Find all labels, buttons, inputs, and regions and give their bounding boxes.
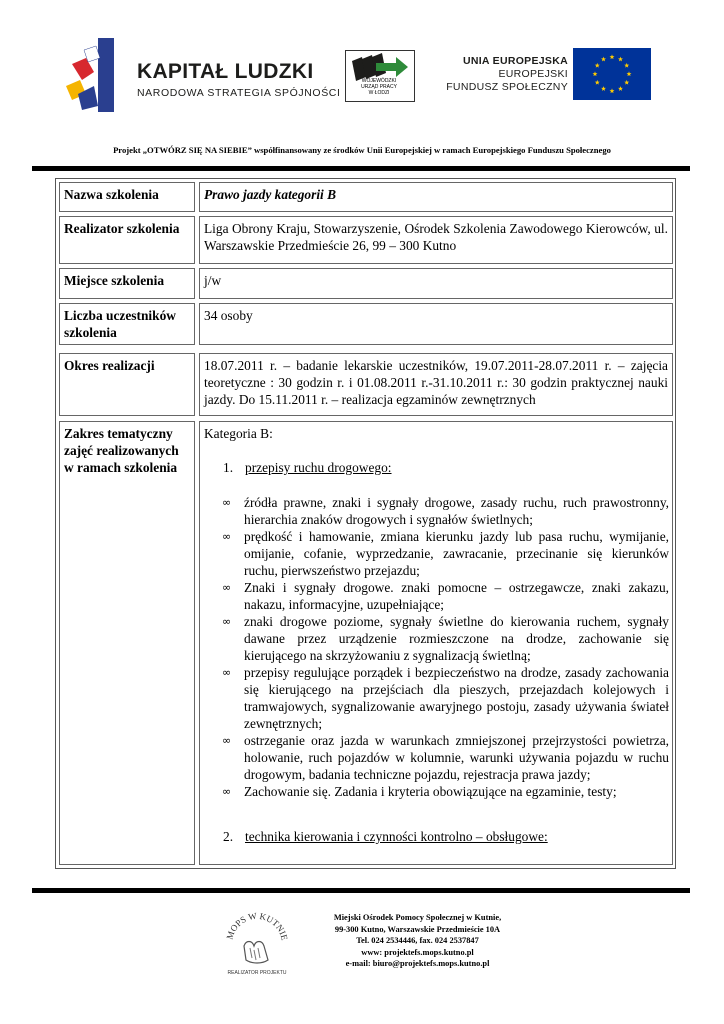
list-item bbox=[222, 494, 669, 528]
infinity-bullet-icon: ∞ bbox=[222, 785, 232, 798]
row-value: 34 osoby bbox=[199, 303, 673, 345]
eu-fund-line2: FUNDUSZ SPOŁECZNY bbox=[446, 81, 568, 93]
infinity-bullet-icon: ∞ bbox=[222, 530, 232, 543]
numbered-item bbox=[223, 459, 392, 476]
list-item bbox=[222, 664, 669, 732]
eu-name: UNIA EUROPEJSKA bbox=[462, 55, 568, 67]
infinity-bullet-icon: ∞ bbox=[222, 666, 232, 679]
row-label: Realizator szkolenia bbox=[59, 216, 195, 264]
list-item bbox=[222, 613, 669, 664]
header-divider bbox=[32, 166, 690, 171]
bullet-text: ostrzeganie oraz jazda w warunkach zmniejszonej przejrzystości powietrza, holowanie, ruch pojazdów w kolumnie, warunki używania pojazdu w ruchu drogowym, badania techniczne pojazdu, rejestracja prawa jazdy; bbox=[244, 733, 669, 782]
footer-contact bbox=[300, 912, 535, 970]
bullet-text: przepisy regulujące porządek i bezpieczeństwo na drodze, zasady zachowania się kierującego na przejściach dla pieszych, przejazdach kolejowych i tramwajowych, sygnalizowanie awaryjnego postoju, zasady używania świateł zewnętrznych; bbox=[244, 665, 669, 731]
footer-line: 99-300 Kutno, Warszawskie Przedmieście 10A bbox=[334, 924, 501, 934]
item-number: 1. bbox=[223, 460, 234, 475]
category-intro: Kategoria B: bbox=[204, 426, 273, 441]
footer-line: Tel. 024 2534446, fax. 024 2537847 bbox=[356, 936, 479, 946]
row-value: Prawo jazdy kategorii B bbox=[199, 182, 673, 212]
list-item bbox=[222, 579, 669, 613]
project-line: Projekt „OTWÓRZ SIĘ NA SIEBIE” współfinansowany ze środków Unii Europejskiej w ramach Europejskiego Funduszu Społecznego bbox=[113, 145, 611, 155]
footer-divider bbox=[32, 888, 690, 893]
mops-logo-text: MOPS W KUTNIE bbox=[224, 910, 290, 942]
row-value bbox=[199, 421, 673, 865]
eu-text bbox=[440, 55, 568, 93]
page-header bbox=[0, 0, 724, 140]
bullet-text: Znaki i sygnały drogowe. znaki pomocne – ostrzegawcze, znaki zakazu, nakazu, informacyjne, uzupełniające; bbox=[244, 580, 669, 612]
wup-caption-line: W ŁODZI bbox=[368, 90, 390, 96]
row-value: 18.07.2011 r. – badanie lekarskie uczestników, 19.07.2011-28.07.2011 r. – zajęcia teoretyczne : 30 godzin r. i 01.08.2011 r.-31.10.2011 r.: 30 godzin praktycznej nauki jazdy. Do 15.11.2011 r. – realizacja egzaminów zewnętrznych bbox=[199, 353, 673, 416]
item-number: 2. bbox=[223, 829, 234, 844]
svg-text:REALIZATOR PROJEKTU: REALIZATOR PROJEKTU bbox=[227, 970, 287, 976]
bullet-text: źródła prawne, znaki i sygnały drogowe, zasady ruchu, ruch prawostronny, hierarchia znaków drogowych i sygnałów świetlnych; bbox=[244, 495, 669, 527]
mops-kutno-logo bbox=[222, 910, 292, 976]
wup-caption-line: URZĄD PRACY bbox=[361, 84, 397, 90]
row-value: j/w bbox=[199, 268, 673, 299]
footer-line: e-mail: biuro@projektefs.mops.kutno.pl bbox=[345, 959, 490, 969]
item-title: technika kierowania i czynności kontrolno – obsługowe: bbox=[245, 829, 548, 844]
wup-caption bbox=[344, 78, 414, 96]
row-value: Liga Obrony Kraju, Stowarzyszenie, Ośrodek Szkolenia Zawodowego Kierowców, ul. Warszawskie Przedmieście 26, 99 – 300 Kutno bbox=[199, 216, 673, 264]
infinity-bullet-icon: ∞ bbox=[222, 581, 232, 594]
wup-caption-line: WOJEWÓDZKI bbox=[361, 78, 397, 84]
bullet-list bbox=[222, 494, 669, 800]
infinity-bullet-icon: ∞ bbox=[222, 734, 232, 747]
kapital-ludzki-subtitle: NARODOWA STRATEGIA SPÓJNOŚCI bbox=[137, 87, 341, 99]
infinity-bullet-icon: ∞ bbox=[222, 496, 232, 509]
bullet-text: prędkość i hamowanie, zmiana kierunku jazdy lub pasa ruchu, wymijanie, omijanie, cofanie, wyprzedzanie, zawracanie, przecinanie się kierunków ruchu, pierwszeństwo przejazdu; bbox=[244, 529, 669, 578]
eu-fund-line1: EUROPEJSKI bbox=[498, 68, 568, 80]
bullet-text: znaki drogowe poziome, sygnały świetlne do kierowania ruchem, sygnały dawane przez urządzenie rozmieszczone na drodze, zachowanie się kierującego na skrzyżowaniu z sygnalizacją świetlną; bbox=[244, 614, 669, 663]
eu-flag-icon bbox=[573, 48, 651, 100]
list-item bbox=[222, 783, 669, 800]
row-label: Zakres tematyczny zajęć realizowanych w ramach szkolenia bbox=[59, 421, 195, 865]
row-label: Liczba uczestników szkolenia bbox=[59, 303, 195, 345]
row-label: Okres realizacji bbox=[59, 353, 195, 416]
row-label: Miejsce szkolenia bbox=[59, 268, 195, 299]
infinity-bullet-icon: ∞ bbox=[222, 615, 232, 628]
list-item bbox=[222, 528, 669, 579]
footer-line: Miejski Ośrodek Pomocy Społecznej w Kutnie, bbox=[333, 913, 502, 922]
row-label: Nazwa szkolenia bbox=[59, 182, 195, 212]
list-item bbox=[222, 732, 669, 783]
kapital-ludzki-title: KAPITAŁ LUDZKI bbox=[137, 60, 314, 83]
item-title: przepisy ruchu drogowego: bbox=[245, 460, 392, 475]
numbered-item bbox=[223, 828, 548, 845]
footer-line: www: projektefs.mops.kutno.pl bbox=[361, 947, 474, 957]
bullet-text: Zachowanie się. Zadania i kryteria obowiązujące na egzaminie, testy; bbox=[244, 784, 617, 799]
